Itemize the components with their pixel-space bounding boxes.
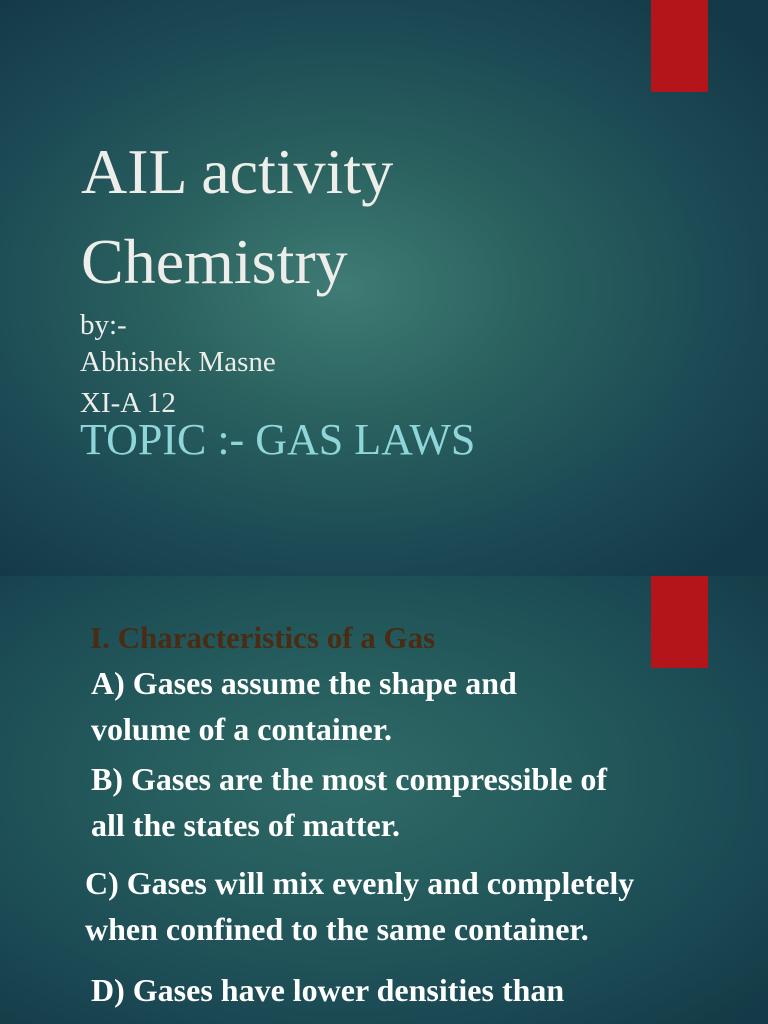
bullet-line: C) Gases will mix evenly and completely bbox=[85, 865, 635, 901]
slide-title-line-1: AIL activity bbox=[81, 136, 394, 207]
bullet-point-d bbox=[91, 967, 564, 1013]
topic-heading: TOPIC :- GAS LAWS bbox=[80, 415, 476, 464]
bullet-point-a bbox=[91, 660, 517, 752]
slide-title-line-2: Chemistry bbox=[81, 226, 348, 297]
bullet-point-c bbox=[85, 860, 634, 952]
red-accent-bar bbox=[651, 0, 708, 92]
section-heading: I. Characteristics of a Gas bbox=[90, 620, 436, 655]
author-name: Abhishek Masne bbox=[80, 346, 276, 378]
red-accent-bar bbox=[651, 576, 708, 668]
byline: by:- bbox=[80, 309, 127, 341]
bullet-point-b bbox=[91, 756, 607, 848]
bullet-line: D) Gases have lower densities than bbox=[91, 972, 565, 1008]
bullet-line: all the states of matter. bbox=[91, 807, 400, 843]
bullet-line: volume of a container. bbox=[91, 711, 393, 747]
bullet-line: when confined to the same container. bbox=[85, 911, 589, 947]
bullet-line: A) Gases assume the shape and bbox=[91, 665, 517, 701]
class-roll: XI-A 12 bbox=[80, 387, 176, 419]
content-slide bbox=[0, 576, 768, 1024]
bullet-line: B) Gases are the most compressible of bbox=[91, 761, 608, 797]
